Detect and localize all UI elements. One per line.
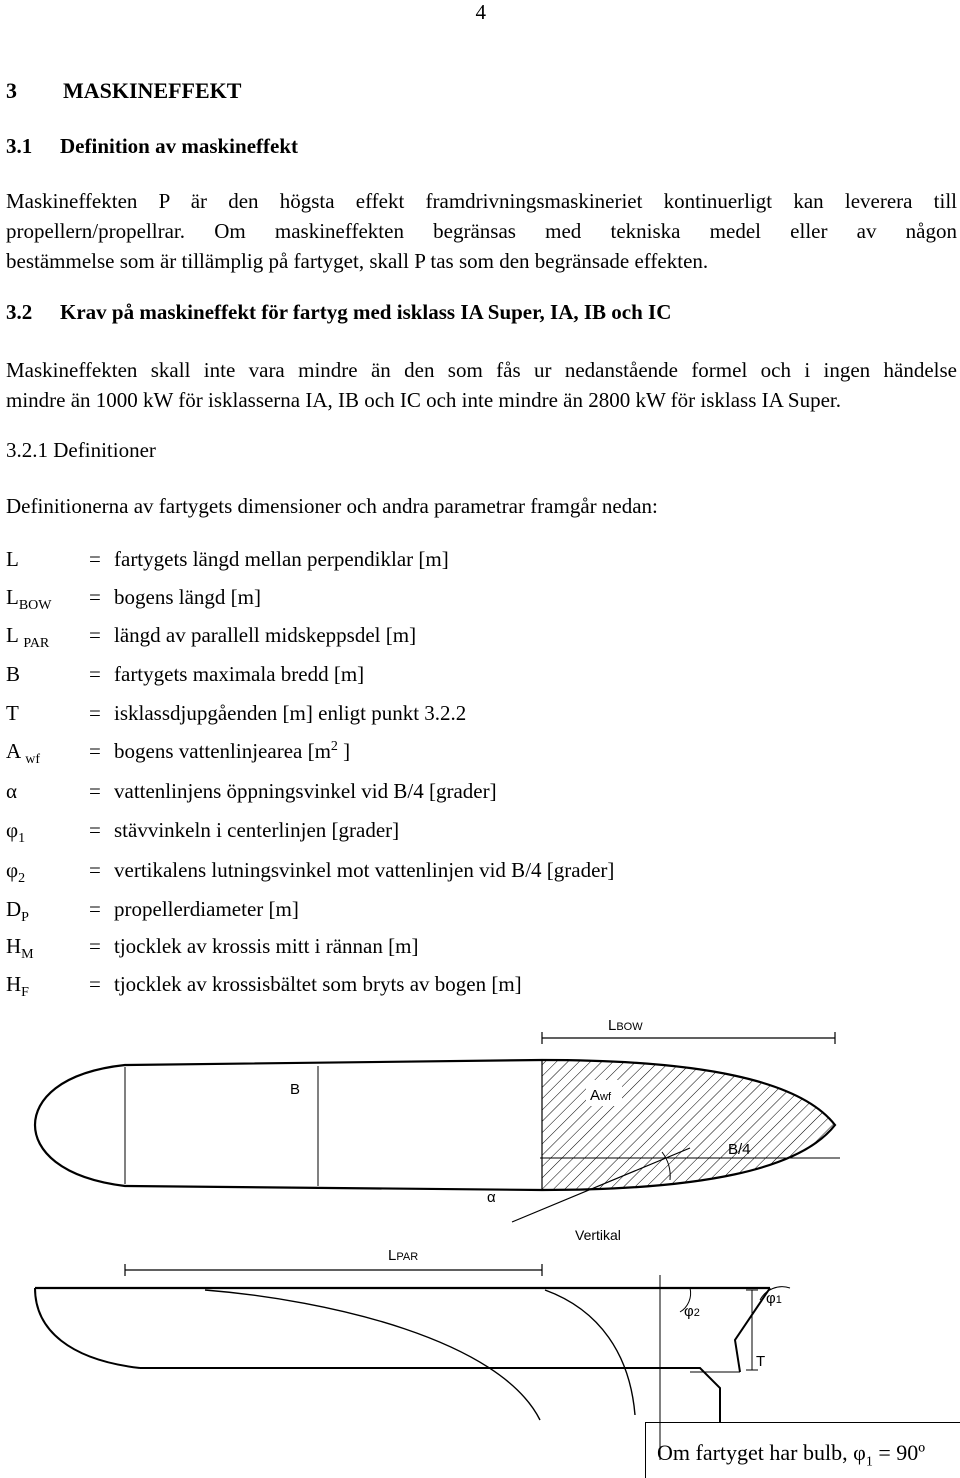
definition-text: fartygets maximala bredd [m] xyxy=(114,662,365,686)
definition-symbol: $H_F$ xyxy=(6,972,29,1001)
paragraph-line: Maskineffekten skall inte vara mindre än den som fås ur nedanstående formel och i ingen händelse xyxy=(6,358,957,382)
definition-symbol: B xyxy=(6,662,21,686)
definition-symbol: α xyxy=(6,779,18,803)
b4-label: B/4 xyxy=(728,1141,751,1158)
equals-sign: = xyxy=(89,972,101,996)
definition-symbol: A $_{wf}$ xyxy=(6,739,41,768)
subsection-title: Krav på maskineffekt för fartyg med isklass IA Super, IA, IB och IC xyxy=(60,300,672,324)
paragraph-definition xyxy=(6,186,957,276)
equals-sign: = xyxy=(89,934,101,958)
definition-symbol: $D_P$ xyxy=(6,897,29,926)
definition-symbol: L xyxy=(6,547,19,571)
subsection-number: 3.1 xyxy=(6,134,33,158)
definition-text: bogens längd [m] xyxy=(114,585,261,609)
hull-plan-view xyxy=(35,1060,840,1222)
paragraph-definitions-intro: Definitionerna av fartygets dimensioner och andra parametrar framgår nedan: xyxy=(6,494,658,518)
definition-text: propellerdiameter [m] xyxy=(114,897,299,921)
section-title: MASKINEFFEKT xyxy=(63,78,242,103)
page-number: 4 xyxy=(475,0,486,24)
paragraph-requirement xyxy=(6,355,957,415)
equals-sign: = xyxy=(89,585,101,609)
subsection-heading-3-1 xyxy=(6,134,298,159)
t-label: T xyxy=(756,1353,766,1370)
equals-sign: = xyxy=(89,623,101,647)
definition-text: isklassdjupgåenden [m] enligt punkt 3.2.2 xyxy=(114,701,467,725)
definition-text: vattenlinjens öppningsvinkel vid B/4 [grader] xyxy=(114,779,497,803)
a-wf-label: Awf xyxy=(590,1087,612,1104)
subsection-number: 3.2 xyxy=(6,300,33,324)
definition-symbol: L $_{PAR}$ xyxy=(6,623,50,652)
equals-sign: = xyxy=(89,739,101,763)
l-par-label: LPAR xyxy=(388,1247,419,1264)
equals-sign: = xyxy=(89,818,101,842)
equals-sign: = xyxy=(89,897,101,921)
hull-profile-view xyxy=(35,1287,790,1422)
definition-symbol: $H_M$ xyxy=(6,934,34,963)
definition-text: stävvinkeln i centerlinjen [grader] xyxy=(114,818,400,842)
equals-sign: = xyxy=(89,779,101,803)
equals-sign: = xyxy=(89,662,101,686)
definition-text: längd av parallell midskeppsdel [m] xyxy=(114,623,417,647)
subsection-title: Definition av maskineffekt xyxy=(60,134,298,158)
definition-symbol: T xyxy=(6,701,19,725)
phi2-label: φ2 xyxy=(684,1303,700,1320)
paragraph-line: mindre än 1000 kW för isklasserna IA, IB och IC och inte mindre än 2800 kW för isklass IA Super. xyxy=(6,388,841,412)
equals-sign: = xyxy=(89,701,101,725)
l-bow-label: LBOW xyxy=(608,1017,643,1034)
definition-text: bogens vattenlinjearea [$m^2$ ] xyxy=(114,739,351,763)
figure-caption: Om fartyget har bulb, $\varphi_1$ = 90º xyxy=(657,1440,926,1470)
vertikal-label: Vertikal xyxy=(575,1227,621,1243)
definition-text: tjocklek av krossis mitt i rännan [m] xyxy=(114,934,419,958)
section-number: 3 xyxy=(6,78,17,103)
phi1-label: φ1 xyxy=(766,1290,782,1307)
definition-text: tjocklek av krossisbältet som bryts av bogen [m] xyxy=(114,972,522,996)
definition-symbol: $\varphi_1$ xyxy=(6,818,26,847)
subsection-heading-3-2 xyxy=(6,300,671,325)
equals-sign: = xyxy=(89,547,101,571)
alpha-label: α xyxy=(487,1189,496,1206)
b-label: B xyxy=(290,1081,301,1098)
definition-text: vertikalens lutningsvinkel mot vattenlinjen vid B/4 [grader] xyxy=(114,858,615,882)
definition-text: fartygets längd mellan perpendiklar [m] xyxy=(114,547,449,571)
section-heading xyxy=(6,78,241,104)
definition-symbol: $L_{BOW}$ xyxy=(6,585,52,614)
paragraph-line: propellern/propellrar. Om maskineffekten begränsas med tekniska medel eller av någon xyxy=(6,219,957,243)
paragraph-line: bestämmelse som är tillämplig på fartyget, skall P tas som den begränsade effekten. xyxy=(6,249,709,273)
hull-diagram xyxy=(0,1005,960,1477)
equals-sign: = xyxy=(89,858,101,882)
definition-symbol: $\varphi_2$ xyxy=(6,858,26,887)
bow-waterplane-area xyxy=(542,1060,835,1190)
subsubsection-heading: 3.2.1 Definitioner xyxy=(6,438,156,462)
paragraph-line: Maskineffekten P är den högsta effekt framdrivningsmaskineriet kontinuerligt kan leverera till xyxy=(6,189,957,213)
